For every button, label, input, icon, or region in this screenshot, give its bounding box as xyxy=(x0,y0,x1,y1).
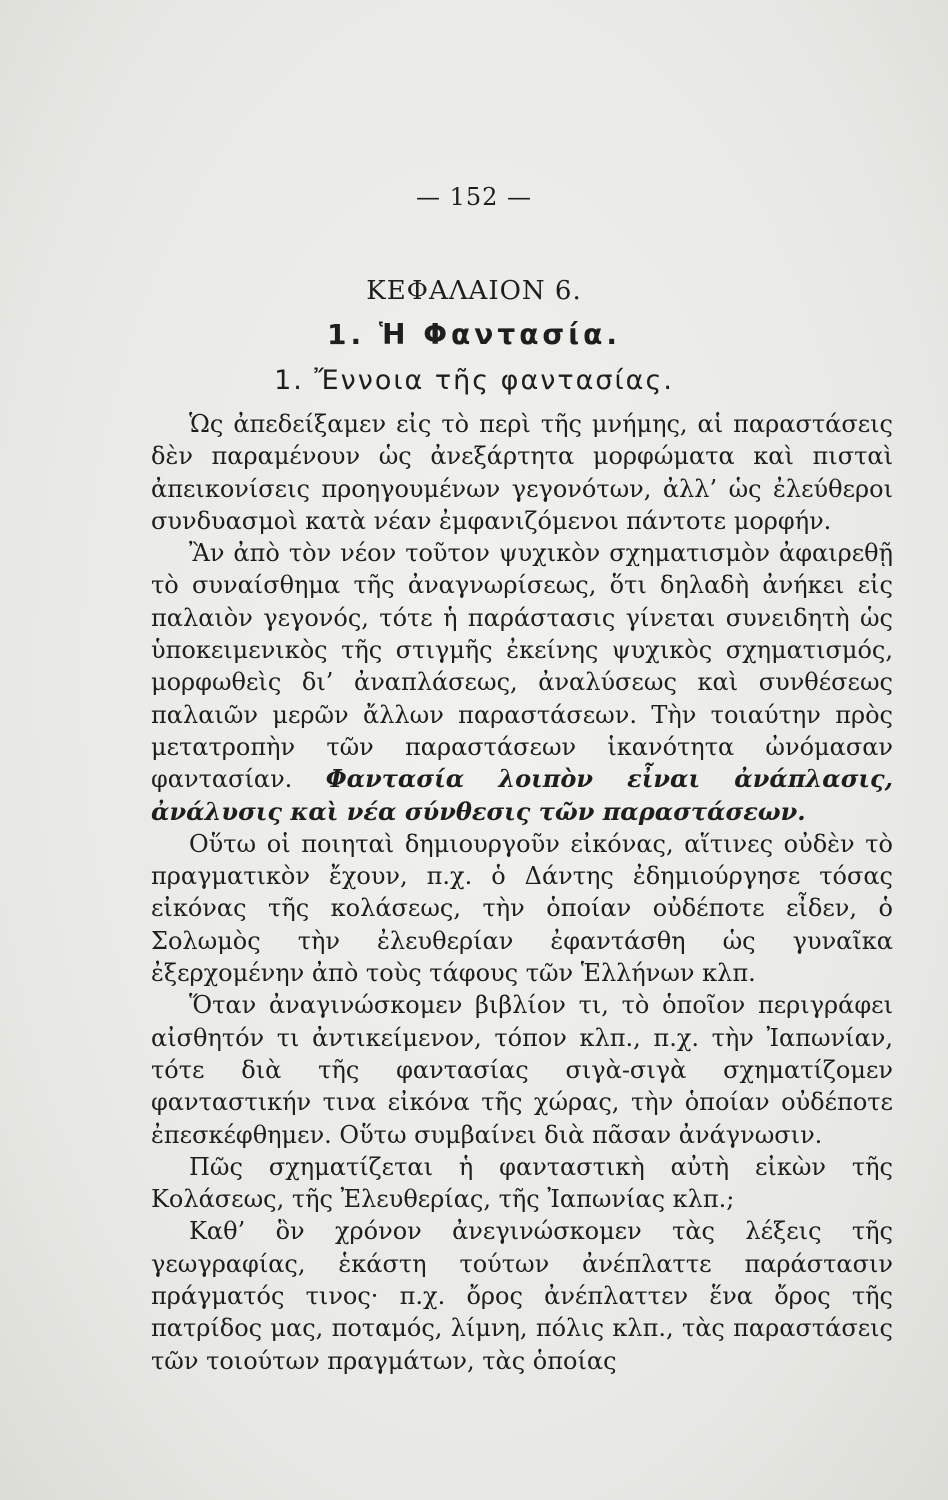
paragraph-2 xyxy=(151,537,893,828)
definition-emphasis: Φαντασία λοιπὸν εἶναι ἀνάπλασις, ἀνάλυσις καὶ νέα σύνθεσις τῶν παραστάσεων. xyxy=(151,764,893,826)
paragraph-2-text: Ἂν ἀπὸ τὸν νέον τοῦτον ψυχικὸν σχηματισμὸν ἀφαιρεθῇ τὸ συναίσθημα τῆς ἀναγνωρίσεως, ὅτι δηλαδὴ ἀνήκει εἰς παλαιὸν γεγονός, τότε ἡ παράστασις γίνεται συνειδητὴ ὡς ὑποκειμενικὸς τῆς στιγμῆς ἐκείνης ψυχικὸς σχηματισμός, μορφωθεὶς δι’ ἀναπλάσεως, ἀναλύσεως καὶ συνθέσεως παλαιῶν μερῶν ἄλλων παραστάσεων. Τὴν τοιαύτην πρὸς μετατροπὴν τῶν παραστάσεων ἱκανότητα ὠνόμασαν φαντασίαν. xyxy=(151,539,893,794)
chapter-heading: ΚΕΦΑΛΑΙΟΝ 6. xyxy=(366,276,582,306)
page-number: — 152 — xyxy=(415,183,533,211)
chapter-title: 1. Ἡ Φαντασία. xyxy=(326,318,622,351)
paragraph-4: Ὅταν ἀναγινώσκομεν βιβλίον τι, τὸ ὁποῖον περιγράφει αἰσθητόν τι ἀντικείμενον, τόπον κλπ., π.χ. τὴν Ἰαπωνίαν, τότε διὰ τῆς φαντασίας σιγὰ-σιγὰ σχηματίζομεν φανταστικήν τινα εἰκόνα τῆς χώρας, τὴν ὁποίαν οὐδέποτε ἐπεσκέφθημεν. Οὕτω συμβαίνει διὰ πᾶσαν ἀνάγνωσιν. xyxy=(151,991,893,1149)
paragraph-5: Πῶς σχηματίζεται ἡ φανταστικὴ αὐτὴ εἰκὼν τῆς Κολάσεως, τῆς Ἐλευθερίας, τῆς Ἰαπωνίας κλπ.; xyxy=(151,1152,893,1214)
section-title: 1. Ἔννοια τῆς φαντασίας. xyxy=(274,365,674,396)
paragraph-3: Οὕτω οἱ ποιηταὶ δημιουργοῦν εἰκόνας, αἵτινες οὐδὲν τὸ πραγματικὸν ἔχουν, π.χ. ὁ Δάντης ἐδημιούργησε τόσας εἰκόνας τῆς κολάσεως, τὴν ὁποίαν οὐδέποτε εἶδεν, ὁ Σολωμὸς τὴν ἐλευθερίαν ἐφαντάσθη ὡς γυναῖκα ἐξερχομένην ἀπὸ τοὺς τάφους τῶν Ἑλλήνων κλπ. xyxy=(151,829,893,988)
paragraph-1: Ὡς ἀπεδείξαμεν εἰς τὸ περὶ τῆς μνήμης, αἱ παραστάσεις δὲν παραμένουν ὡς ἀνεξάρτητα μορφώματα καὶ πισταὶ ἀπεικονίσεις προηγουμένων γεγονότων, ἀλλ’ ὡς ἐλεύθεροι συνδυασμοὶ κατὰ νέαν ἐμφανιζόμενοι πάντοτε μορφήν. xyxy=(151,410,893,535)
body-text xyxy=(151,408,893,1377)
paragraph-6: Καθ’ ὃν χρόνον ἀνεγινώσκομεν τὰς λέξεις τῆς γεωγραφίας, ἑκάστη τούτων ἀνέπλαττε παράστασιν πράγματός τινος· π.χ. ὄρος ἀνέπλαττεν ἕνα ὄρος τῆς πατρίδος μας, ποταμός, λίμνη, πόλις κλπ., τὰς παραστάσεις τῶν τοιούτων πραγμάτων, τὰς ὁποίας xyxy=(151,1217,893,1375)
